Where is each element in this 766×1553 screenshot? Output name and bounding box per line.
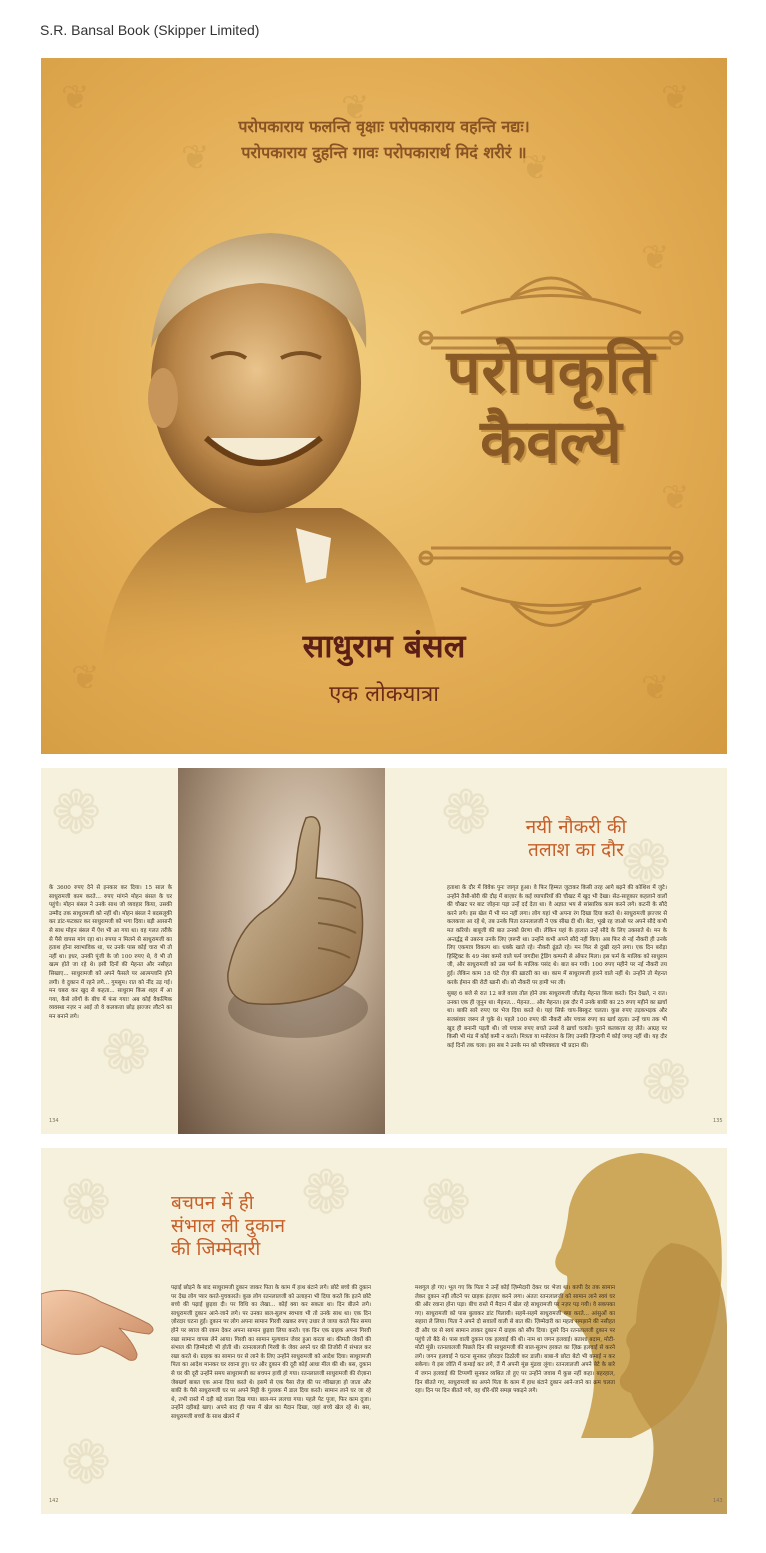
damask-pattern-icon: ❦	[71, 658, 100, 698]
damask-pattern-icon: ❦	[661, 78, 690, 118]
shloka-line-2: परोपकाराय दुहन्ति गावः परोपकारार्थ मिदं शरीरं ॥	[241, 143, 527, 162]
photo-panel	[178, 768, 385, 1134]
paragraph: हताशा के दौर में विवेक पुनः जागृत हुआ। वे फिर हिम्मत जुटाकर किसी तरह आगे बढ़ने की कोशिश में जुटे। उन्होंने तैसी-बोरी की दौड़ में बाज़ार के कई व्यापारियों की चौखट में खुद भी देखा। सेठ-साहूकार कहलाने वालों की चौखट पर बाट जोहना पड़ा उन्हें दर्द देता था। वे अज्ञात भय से सांसारिक काम करने लगे। कटनी के सौदे करने लगे। इस खेल में भी मन नहीं लगा। लोग यहां भी अपना रंग दिखा दिया करते थे। साधुरामजी झज्जर से कलकत्ता आ रहे थे, तब उनके पिता रतनलालजी ने एक सीख दी थी। बेटा, भूखे रह जाओ पर अपने सौदे कभी मत करियो। बाबूजी की बात उनको प्रेरणा थी। लेकिन यहां के हालात उन्हें सौदे के लिए उकसाते थे। मन के अन्तर्द्वंद्व से उबरना उनके लिए ज़रूरी था। उन्होंने कभी अपने सौदे नहीं किए। अब फिर से नई नौकरी ही उनके लिए एकमात्र विकल्प था। धक्के खाते रहे। नौकरी ढूंढते रहे। मन फिर से दुखी रहने लगा। एक दिन बरोड़ा हिस्ट्रिक्ट के 49 नंबर कमरे वाले फर्म जगदीश ट्रेडिंग कम्पनी से ऑफर मिला। इस फर्म के मालिक को साधुराम जी, और साधुरामजी को उस फर्म के मालिक पसंद थे। बात बन गयी। 100 रुपए महीने पर नई नौकरी तय हुई। लेकिन काम 18 घंटे रोज़ की ख़ाटरी का था। काम में साधुरामजी हारने वाले नहीं थे। उन्होंने तो मेहनत करके ईमान की रोटी खानी थी। सो नौकरी पर हामी भर ली।	[447, 885, 667, 986]
section-heading-childhood	[171, 1192, 371, 1261]
heading-line: नयी नौकरी की	[525, 816, 627, 838]
swirl-pattern-icon: ❁	[421, 1168, 472, 1238]
book-cover	[41, 58, 727, 754]
page-number: 134	[49, 1118, 59, 1124]
paragraph: सुबह 6 बजे से रात 12 बजे वाला तोल होने तक साधुरामजी जीतोड़ मेहनत किया करते। दिन देखते, न रात। उनका एक ही जुनून था। मेहनत... मेहनत... और मेहनत। इस दौर में उनके बाकी का 25 रुपए महीने का ख़र्चा था। बाकी सारे रुपए घर भेज दिया करते थे। यहां सिर्फ़ चाय-बिस्कुट चलता। कुछ रुपए तड़कभड़क और सजसंवार जरूर ले चुके थे। पहले 100 रुपए की नौकरी और पचास रुपए का खर्च रहता। उन्हें चाय तक भी खुद ही बनानी पड़ती थी। जो पचास रुपए बचते उनसे वे ख़र्चा चलाते। पुराने कलकत्ता रह लेते। आग्रह पर किसी भी मंड में कोई कमी न करते। मित्रता या मनोरंजन के लिए उनकी ज़िन्दगी में कोई जगह नहीं थी। यह दौर कई दिनों तक चला। इस सब ने उनके मन को परिपक्वता भी प्रदान की।	[447, 991, 667, 1049]
body-text-right: मशगूल हो गए। भूल गए कि पिता ने उन्हें कोई ज़िम्मेदारी देकर घर भेजा था। कापी देर तक सामान लेकर दुकान नहीं लौटने पर ग्राहक इंतज़ार करने लगा। अंततः रतनलालजी को सामान लाने स्वयं घर की ओर रवाना होना पड़ा। बीच रास्ते में मैदान में खेल रहे साधुरामजी पर नज़र पड़ गयी। वे सकपका गए। साधुरामजी को पास बुलाकर डांट पिलायी। सहमे-सहमे साधुरामजी क्या करते... आंसुओं का सहारा ले लिया। पिता ने अपने दो सवालों वाली से बात की। ज़िम्मेदारी का महत्व समझाने की नसीहत दी और घर से स्वयं सामान लाकर दुकान में ग्राहक को सौंप दिया। दूसरे दिन रतनलालजी दुकान पर पहुंचे तो बैठे थे। पास वाली दुकान एक हलवाई की थी। नाम था जगन हलवाई। बताशा बदाम, मोटी-मोटी मूंछें। रतनलालजी पिछले दिन की साधुरामजी की बाल-सुलभ हरकत का ज़िक्र हलवाई से करने लगे। जगन हलवाई ने घटना सुनकर ज़ोरदार ठिठोली कर डाली। बाबा-ये छोटा बेटो भी कमाई न कर सकेगा। ये इस जोति में कमाई कर लगे, तैं मैं अपनी मूंछ मुंडवा लूंगा। रतनलालजी अपने बेटे के बारे में जगन हलवाई की टिप्पणी सुनकर व्यथित तो हुए पर उन्होंने जवाब में कुछ नहीं कहा। बहरहाल, दिन बीतते गए, साधुरामजी का अपने पिता के काम में हाथ बंटाने दुकान आने-जाने का क्रम चलता रहा। दिन पर दिन बीतते गये, वह धीरे-धीरे समझ पकड़ने लगे।	[415, 1285, 615, 1395]
shloka-line-1: परोपकाराय फलन्ति वृक्षाः परोपकाराय वहन्ति नद्यः।	[238, 117, 530, 136]
swirl-pattern-icon: ❁	[441, 778, 492, 848]
book-title-line-1: परोपकृति	[446, 337, 656, 407]
damask-pattern-icon: ❦	[641, 668, 670, 708]
swirl-pattern-icon: ❁	[61, 1428, 112, 1498]
body-text-left: के 3600 रुपए देने से इनकार कर दिया। 15 साल के साधुरामजी काम करते... रुपए मांगने मोहन बंसल के घर पहुंचे। मोहन बंसल ने उनके साथ जो व्यवहार किया, उसकी उम्मीद तक साधुरामजी को नहीं थी। मोहन बंसल ने बदसलूकी कर डांट-फटकार कर साधुरामजी को भगा दिया। बड़ी आसानी से साथ मोहन बंसल में ऐश भी आ गया था। वह गलत तरीके से पैसे वापस मांग रहा था। रुपया न मिलने से साधुरामजी का हताश होना स्वाभाविक था, पर उनके पास कोई चारा भी तो नहीं था। इधर, उनकी पूंजी के जो 100 रुपए थे, वे भी तो खत्म होते जा रहे थे। इसी दिनों की मेहनत और नसीहत सिखाए... साधुरामजी को अपने फैसले पर आत्मग्लानि होने लगी। वे दुकान में रहने लगे... गुमसुम। रात को नींद उड़ गई। मन घबरा कर खुद से कहता... साधुराम किस शहर में आ गया, कैसे लोगों के बीच में फंस गया! अब कोई वैकल्पिक व्यवस्था नज़र न आई तो वे कलकत्ता छोड़ झज्जर लौटने का मन बनाने लगे।	[49, 885, 172, 1020]
damask-pattern-icon: ❦	[181, 138, 210, 178]
page-number: 143	[713, 1498, 723, 1504]
sanskrit-shloka	[41, 114, 727, 166]
damask-pattern-icon: ❦	[341, 88, 370, 128]
book-spread-1	[41, 768, 727, 1134]
damask-pattern-icon: ❦	[661, 478, 690, 518]
thumbs-up-icon	[178, 768, 385, 1134]
page-caption: S.R. Bansal Book (Skipper Limited)	[40, 22, 260, 38]
body-text-left: पढ़ाई छोड़ने के बाद साधुरामजी दुकान जाकर पिता के काम में हाथ बंटाने लगे। छोटे बच्चे की दुकान पर देख लोग प्यार करते-पुचकारते। कुछ लोग रतनलालजी को उलाहना भी दिया करते कि इतने छोटे बच्चे की पढ़ाई छुड़वा दी। पर विधि का लेखा... कोई क्या कर सकता था। दिन बीतने लगे। साधुरामजी दुकान आने-जाने लगे। पर उनका बाल-सुलभ स्वभाव भी तो उनके साथ था। एक दिन ज़ोरदार घटना हुई। दुकान पर लोग अपना सामान गिरवी रखकर रुपए उधार ले जाया करते फिर समय होने पर ब्याज की रकम देकर अपना सामान छुड़वा लिया करते। एक दिन एक ग्राहक अपना गिरवी रखा सामान वापस लेने आया। गिरवी का सामान मूल्यवान जेवर हुआ करता था। कीमती जेवरों की संभाल की ज़िम्मेदारी भी होती थी। रतनलालजी गिरवी के जेवर अपने घर की तिजोरी में संभाल कर रखा करते थे। ग्राहक का सामान घर से लाने के लिए उन्होंने साधुरामजी को आदेश दिया। साधुरामजी पिता का आदेश मानकर घर रवाना हुए। घर और दुकान की दूरी कोई आधा मील की थी। बस, दुकान से घर की दूरी उन्होंने समय साधुरामजी का बचपन हावी हो गया। रतनलालजी साधुरामजी की रोज़ाना जेबखर्च बाबत एक आना दिया करते थे। इसमें से एक पैसा रोज़ की पर ग्वीखाज़ा हो जाता और बाकी के पैसे साधुरामजी घर पर अपने मिट्टी के गुल्लक में डाल दिया करते। सामान लाने घर जा रहे थे, तभी रास्ते में दही बड़े वाला दिख गया। बाल-मन ललचा गया। पहले पेट पूजा, फिर काम दूजा। उन्होंने दहीबड़े खाए। अपने बाद ही पास में खेल का मैदान दिखा, जहां बच्चे खेल रहे थे। बस, साधुरामजी बच्चों के साथ खेलने में	[171, 1285, 371, 1420]
book-subtitle: एक लोकयात्रा	[329, 682, 439, 707]
book-spread-2	[41, 1148, 727, 1514]
swirl-pattern-icon: ❁	[641, 1048, 692, 1118]
heading-line: संभाल ली दुकान	[171, 1215, 286, 1237]
damask-pattern-icon: ❦	[521, 148, 550, 188]
damask-pattern-icon: ❦	[641, 238, 670, 278]
heading-line: की जिम्मेदारी	[171, 1238, 261, 1260]
swirl-pattern-icon: ❁	[301, 1158, 352, 1228]
body-text-right	[447, 884, 667, 1050]
swirl-pattern-icon: ❁	[61, 1168, 112, 1238]
swirl-pattern-icon: ❁	[51, 778, 102, 848]
page-number: 135	[713, 1118, 723, 1124]
author-name: साधुराम बंसल	[302, 627, 466, 665]
section-heading-new-job	[481, 816, 671, 862]
page-number: 142	[49, 1498, 59, 1504]
author-portrait	[81, 198, 441, 668]
heading-line: बचपन में ही	[171, 1192, 254, 1214]
swirl-pattern-icon: ❁	[101, 1018, 152, 1088]
damask-pattern-icon: ❦	[61, 78, 90, 118]
hand-icon	[41, 1284, 159, 1374]
book-title-line-2: कैवल्ये	[480, 407, 622, 477]
swirl-pattern-icon: ❁	[621, 828, 672, 898]
heading-line: तलाश का दौर	[528, 839, 624, 861]
